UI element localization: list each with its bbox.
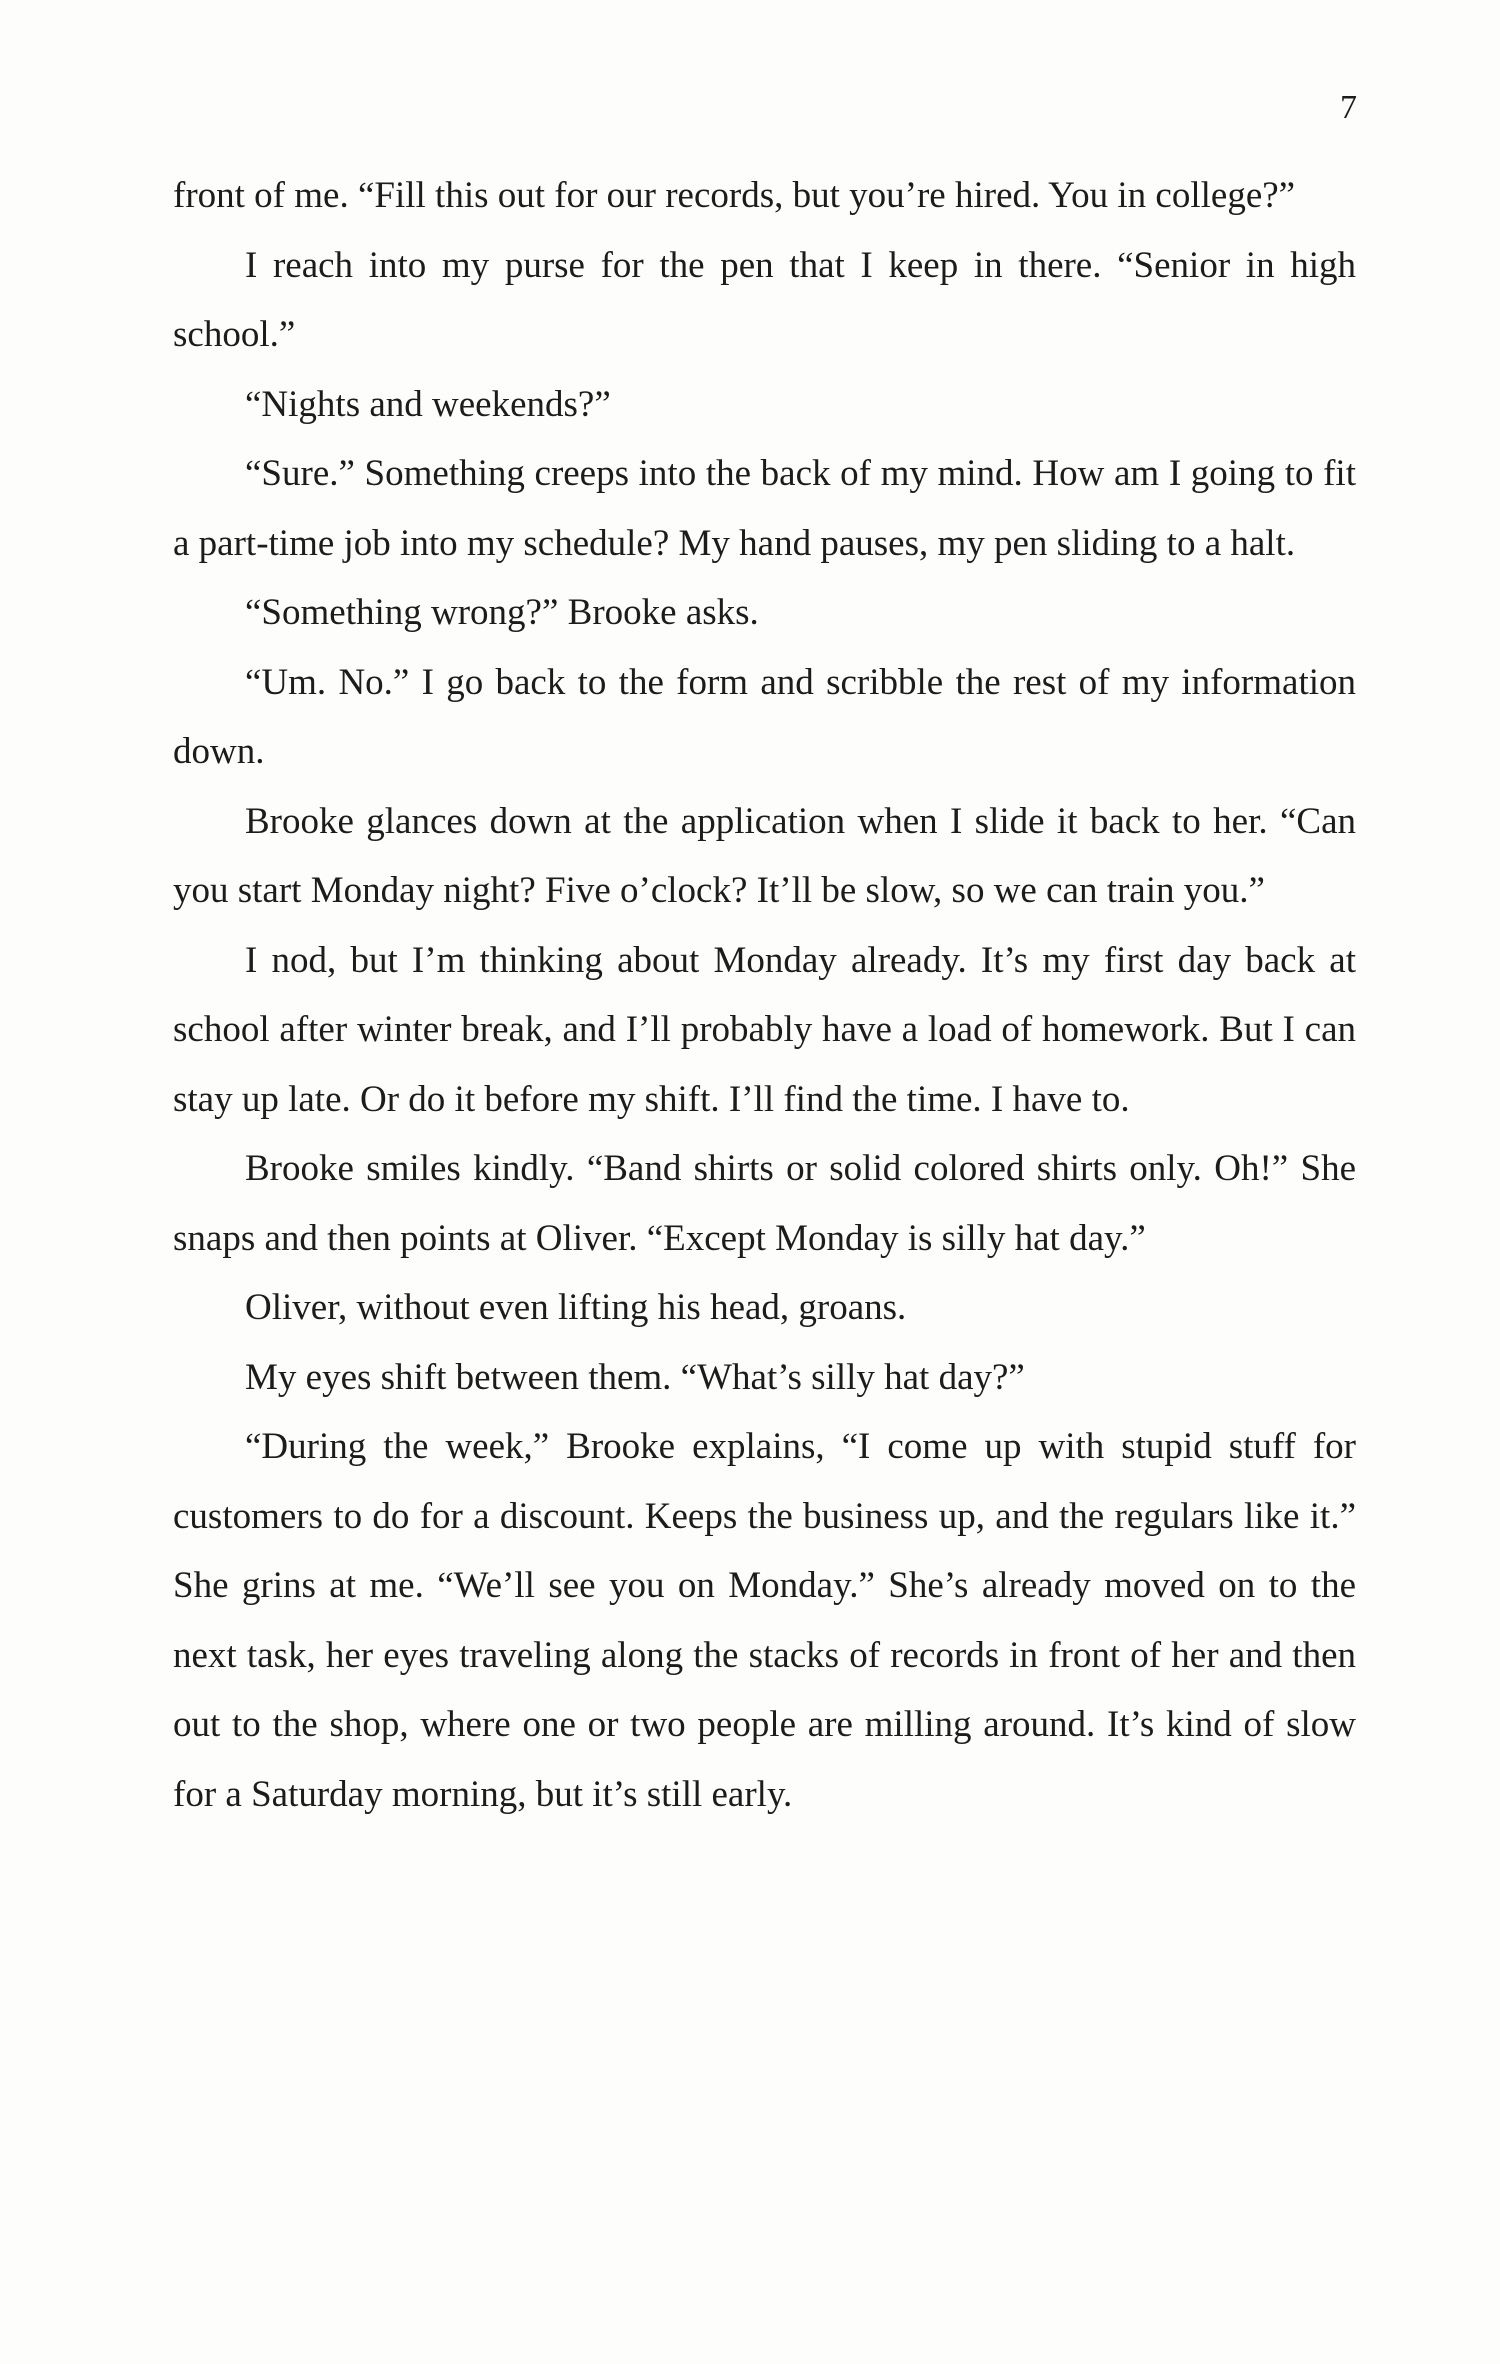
paragraph: Brooke smiles kindly. “Band shirts or solid colored shirts only. Oh!” She snaps and then points at Oliver. “Except Monday is silly hat day.” [173,1148,1356,1259]
page-number: 7 [1340,89,1357,126]
body-text [173,161,1356,1829]
paragraph-continuation: front of me. “Fill this out for our records, but you’re hired. You in college?” [173,175,1296,216]
paragraph: Oliver, without even lifting his head, groans. [245,1287,907,1328]
paragraph: I reach into my purse for the pen that I keep in there. “Senior in high school.” [173,244,1356,355]
paragraph: “Nights and weekends?” [245,383,611,425]
paragraph: “During the week,” Brooke explains, “I come up with stupid stuff for customers to do for a discount. Keeps the business up, and the regulars like it.” She grins at me. “We’ll see you on Monday.” She’s already moved on to the next task, her eyes traveling along the stacks of records in front of her and then out to the shop, where one or two people are milling around. It’s kind of slow for a Saturday morning, but it’s still early. [173,1426,1356,1815]
paragraph: Brooke glances down at the application when I slide it back to her. “Can you start Monday night? Five o’clock? It’ll be slow, so we can train you.” [173,800,1356,911]
paragraph: “Um. No.” I go back to the form and scribble the rest of my information down. [173,661,1356,772]
paragraph: “Sure.” Something creeps into the back of my mind. How am I going to fit a part-time job into my schedule? My hand pauses, my pen sliding to a halt. [173,453,1356,564]
paragraph: “Something wrong?” Brooke asks. [245,592,759,633]
paragraph: I nod, but I’m thinking about Monday already. It’s my first day back at school after winter break, and I’ll probably have a load of homework. But I can stay up late. Or do it before my shift. I’ll find the time. I have to. [173,939,1356,1120]
paragraph: My eyes shift between them. “What’s silly hat day?” [245,1356,1025,1398]
